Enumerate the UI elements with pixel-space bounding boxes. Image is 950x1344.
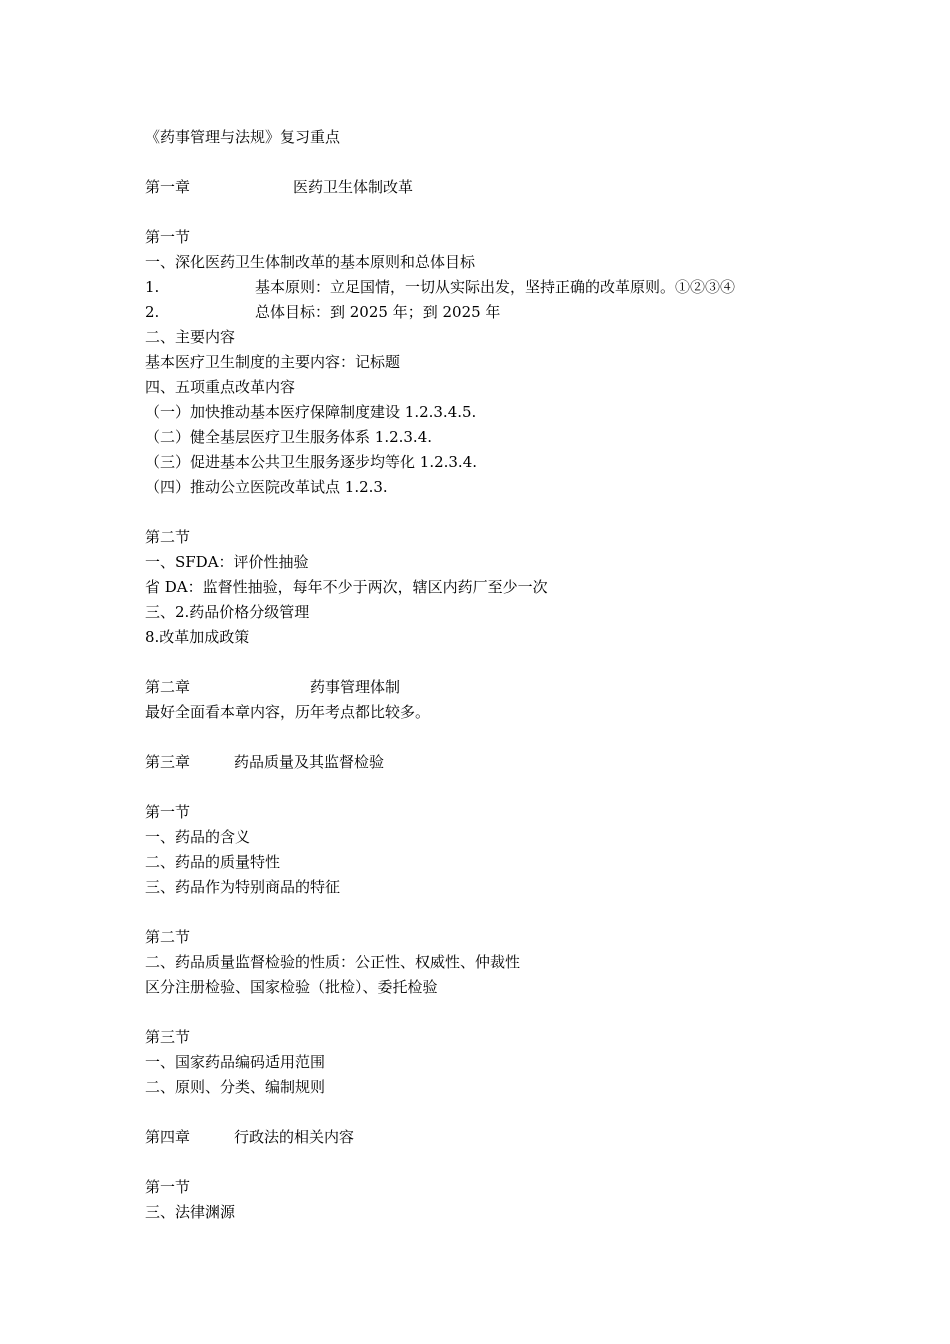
ch1-section-2-heading: 第二节 xyxy=(145,528,191,546)
ch1-sec1-line-4: 二、主要内容 xyxy=(145,328,236,346)
ch3-section-2-heading: 第二节 xyxy=(145,928,191,946)
chapter-1-label: 第一章 xyxy=(145,178,191,196)
ch1-section-1-heading: 第一节 xyxy=(145,228,191,246)
chapter-4-label: 第四章 xyxy=(145,1128,191,1146)
chapter-4-name: 行政法的相关内容 xyxy=(234,1128,355,1146)
ch1-sec2-line-3: 三、2.药品价格分级管理 xyxy=(145,603,310,621)
chapter-2-heading xyxy=(145,677,400,697)
ch3-sec3-line-1: 一、国家药品编码适用范围 xyxy=(145,1053,326,1071)
list-number: 2. xyxy=(145,303,160,321)
ch1-sec1-line-1: 一、深化医药卫生体制改革的基本原则和总体目标 xyxy=(145,253,476,271)
ch3-section-3-heading: 第三节 xyxy=(145,1028,191,1046)
ch3-sec1-line-1: 一、药品的含义 xyxy=(145,828,251,846)
ch1-sec2-line-4: 8.改革加成政策 xyxy=(145,628,250,646)
ch3-sec2-line-1: 二、药品质量监督检验的性质：公正性、权威性、仲裁性 xyxy=(145,953,521,971)
ch1-sec1-line-7: （一）加快推动基本医疗保障制度建设 1.2.3.4.5. xyxy=(145,403,477,421)
ch1-sec2-line-2: 省 DA：监督性抽验，每年不少于两次，辖区内药厂至少一次 xyxy=(145,578,548,596)
chapter-2-label: 第二章 xyxy=(145,678,191,696)
ch1-sec1-line-3 xyxy=(145,302,500,322)
chapter-3-label: 第三章 xyxy=(145,753,191,771)
ch3-sec2-line-2: 区分注册检验、国家检验（批检）、委托检验 xyxy=(145,978,438,996)
ch3-section-1-heading: 第一节 xyxy=(145,803,191,821)
chapter-4-heading xyxy=(145,1127,354,1147)
list-text: 基本原则：立足国情，一切从实际出发，坚持正确的改革原则。①②③④ xyxy=(255,278,736,296)
chapter-1-heading xyxy=(145,177,413,197)
ch1-sec1-line-9: （三）促进基本公共卫生服务逐步均等化 1.2.3.4. xyxy=(145,453,478,471)
ch1-sec1-line-5: 基本医疗卫生制度的主要内容：记标题 xyxy=(145,353,401,371)
ch1-sec1-line-2 xyxy=(145,277,735,297)
chapter-1-name: 医药卫生体制改革 xyxy=(293,178,414,196)
list-text: 总体目标：到 2025 年；到 2025 年 xyxy=(255,303,501,321)
ch2-line-1: 最好全面看本章内容，历年考点都比较多。 xyxy=(145,703,431,721)
ch1-sec1-line-8: （二）健全基层医疗卫生服务体系 1.2.3.4. xyxy=(145,428,433,446)
ch3-sec3-line-2: 二、原则、分类、编制规则 xyxy=(145,1078,326,1096)
document-title: 《药事管理与法规》复习重点 xyxy=(145,128,341,146)
ch1-sec1-line-10: （四）推动公立医院改革试点 1.2.3. xyxy=(145,478,388,496)
ch3-sec1-line-2: 二、药品的质量特性 xyxy=(145,853,281,871)
ch1-sec1-line-6: 四、五项重点改革内容 xyxy=(145,378,296,396)
ch3-sec1-line-3: 三、药品作为特别商品的特征 xyxy=(145,878,341,896)
chapter-2-name: 药事管理体制 xyxy=(310,678,401,696)
chapter-3-name: 药品质量及其监督检验 xyxy=(234,753,385,771)
ch1-sec2-line-1: 一、SFDA：评价性抽验 xyxy=(145,553,309,571)
list-number: 1. xyxy=(145,278,160,296)
chapter-3-heading xyxy=(145,752,384,772)
ch4-sec1-line-1: 三、法律渊源 xyxy=(145,1203,236,1221)
ch4-section-1-heading: 第一节 xyxy=(145,1178,191,1196)
